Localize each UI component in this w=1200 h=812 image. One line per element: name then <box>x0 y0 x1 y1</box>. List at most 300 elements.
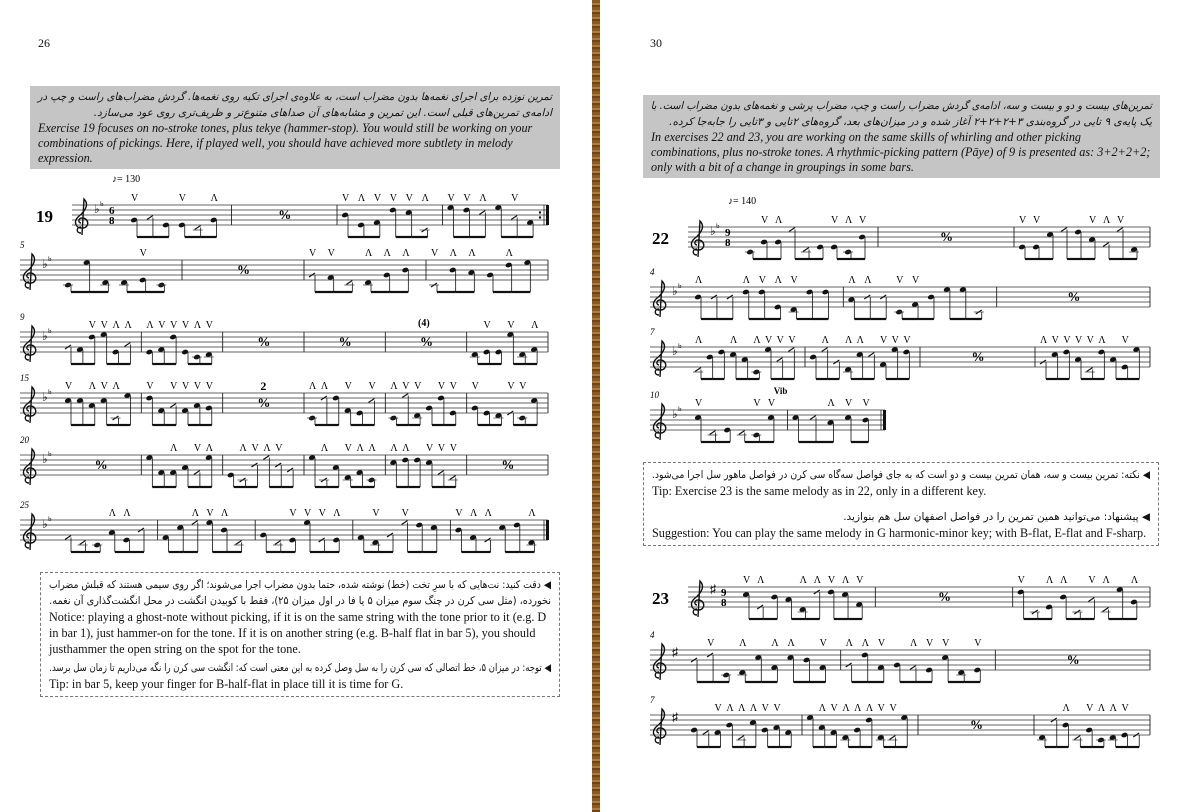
up-stroke-mark: V <box>1019 215 1027 226</box>
up-stroke-mark: V <box>753 398 761 409</box>
repeat-measure-icon: % <box>1067 289 1081 304</box>
tip-fa: ◀ توجه: در میزان ۵، خط اتصالی که سی کرن را به سل وصل کرده به این معنی است که: انگشت سی کرن را نگه می‌داریم تا زمان سل برسد. <box>49 662 551 674</box>
down-stroke-mark: Λ <box>191 508 200 519</box>
tempo-marking: ♪= 130 <box>112 174 141 185</box>
down-stroke-mark: Λ <box>468 248 476 259</box>
measure-number: 7 <box>650 695 655 705</box>
down-stroke-mark: Λ <box>124 320 132 331</box>
down-stroke-mark: Λ <box>695 275 703 286</box>
down-stroke-mark: Λ <box>1045 575 1054 586</box>
repeat-measure-icon: % <box>338 334 352 349</box>
up-stroke-mark: V <box>903 335 911 346</box>
up-stroke-mark: V <box>449 381 458 392</box>
ghost-note <box>1103 243 1109 247</box>
down-stroke-mark: Λ <box>909 638 918 649</box>
half-flat-key-icon: ᵇ <box>48 515 52 527</box>
down-stroke-mark: Λ <box>1098 335 1106 346</box>
up-stroke-mark: V <box>845 398 853 409</box>
up-stroke-mark: V <box>974 638 982 649</box>
down-stroke-mark: Λ <box>108 508 117 519</box>
ghost-note <box>170 404 176 408</box>
up-stroke-mark: V <box>830 703 838 714</box>
down-stroke-mark: Λ <box>749 703 758 714</box>
down-stroke-mark: Λ <box>239 443 247 454</box>
intro-fa: تمرین نوزده برای اجرای نغمه‌ها بدون مضراب است، به علاوه‌ی اجرای تکیه روی نغمه‌ها. گردش مضراب‌های راست و چپ در <box>37 91 552 103</box>
down-stroke-mark: Λ <box>320 381 329 392</box>
up-stroke-mark: V <box>182 320 190 331</box>
up-stroke-mark: V <box>695 398 703 409</box>
up-stroke-mark: V <box>449 443 458 454</box>
flat-key-icon: ♭ <box>672 284 678 298</box>
down-stroke-mark: Λ <box>774 275 782 286</box>
down-stroke-mark: Λ <box>365 248 373 259</box>
up-stroke-mark: V <box>519 381 527 392</box>
exercise-number: 22 <box>652 229 669 248</box>
up-stroke-mark: V <box>178 193 186 204</box>
half-flat-key-icon: ᵇ <box>678 405 682 417</box>
up-stroke-mark: V <box>447 193 455 204</box>
up-stroke-mark: V <box>511 193 519 204</box>
up-stroke-mark: V <box>437 381 446 392</box>
down-stroke-mark: Λ <box>390 381 398 392</box>
measure-number: 10 <box>650 390 659 400</box>
up-stroke-mark: V <box>344 381 352 392</box>
up-stroke-mark: V <box>205 381 214 392</box>
final-barline <box>546 205 549 225</box>
down-stroke-mark: Λ <box>309 381 317 392</box>
down-stroke-mark: Λ <box>449 248 457 259</box>
down-stroke-mark: Λ <box>193 320 202 331</box>
down-stroke-mark: Λ <box>854 703 862 714</box>
down-stroke-mark: Λ <box>742 275 751 286</box>
down-stroke-mark: Λ <box>1040 335 1048 346</box>
down-stroke-mark: Λ <box>333 508 341 519</box>
measure-number: 4 <box>650 630 655 640</box>
up-stroke-mark: V <box>206 508 214 519</box>
measure-number: 25 <box>20 500 29 510</box>
up-stroke-mark: V <box>827 575 836 586</box>
left-page <box>0 0 592 812</box>
repeat-measure-icon: % <box>1066 652 1080 667</box>
ghost-note <box>263 456 269 460</box>
treble-clef-icon <box>654 281 666 317</box>
time-sig-bottom: 8 <box>721 597 727 609</box>
repeat-measure-icon: % <box>420 334 433 349</box>
up-stroke-mark: V <box>1117 215 1125 226</box>
up-stroke-mark: V <box>926 638 934 649</box>
treble-clef-icon <box>692 221 704 257</box>
down-stroke-mark: Λ <box>112 320 120 331</box>
up-stroke-mark: V <box>507 320 515 331</box>
up-stroke-mark: V <box>483 320 491 331</box>
down-stroke-mark: Λ <box>818 703 827 714</box>
up-stroke-mark: V <box>251 443 259 454</box>
down-stroke-mark: Λ <box>775 215 783 226</box>
up-stroke-mark: V <box>767 398 776 409</box>
up-stroke-mark: V <box>405 193 413 204</box>
up-stroke-mark: V <box>158 320 166 331</box>
up-stroke-mark: V <box>193 443 202 454</box>
repeat-measure-icon: % <box>237 262 250 277</box>
up-stroke-mark: V <box>761 215 769 226</box>
right-page <box>600 0 1200 812</box>
vibrato-mark: Vib <box>773 386 788 396</box>
up-stroke-mark: V <box>889 703 897 714</box>
up-stroke-mark: V <box>765 335 773 346</box>
up-stroke-mark: V <box>182 381 190 392</box>
down-stroke-mark: Λ <box>531 320 539 331</box>
ghost-note <box>738 736 744 740</box>
down-stroke-mark: Λ <box>205 443 214 454</box>
measure-number: 20 <box>20 435 29 445</box>
up-stroke-mark: V <box>414 381 422 392</box>
up-stroke-mark: V <box>289 508 297 519</box>
down-stroke-mark: Λ <box>320 443 329 454</box>
up-stroke-mark: V <box>373 193 382 204</box>
ghost-note <box>147 216 153 220</box>
treble-clef-icon <box>654 404 666 440</box>
up-stroke-mark: V <box>1063 335 1071 346</box>
ghost-note <box>710 431 716 435</box>
ghost-note <box>192 521 198 525</box>
down-stroke-mark: Λ <box>368 443 376 454</box>
down-stroke-mark: Λ <box>845 638 853 649</box>
up-stroke-mark: V <box>1033 215 1041 226</box>
down-stroke-mark: Λ <box>402 248 410 259</box>
repeat-dot <box>539 216 541 218</box>
half-flat-key-icon: ᵇ <box>716 222 720 234</box>
ghost-note <box>80 541 86 545</box>
treble-clef-icon <box>24 514 36 550</box>
down-stroke-mark: Λ <box>479 193 487 204</box>
repeat-measure-icon: % <box>971 349 985 364</box>
flat-key-icon: ♭ <box>710 224 716 238</box>
ghost-note <box>438 471 444 475</box>
ghost-note <box>1087 368 1093 372</box>
up-stroke-mark: V <box>859 215 867 226</box>
final-barline <box>883 410 886 430</box>
down-stroke-mark: Λ <box>383 248 391 259</box>
down-stroke-mark: Λ <box>1103 215 1111 226</box>
up-stroke-mark: V <box>707 638 715 649</box>
up-stroke-mark: V <box>344 443 352 454</box>
down-stroke-mark: Λ <box>221 508 229 519</box>
flat-key-icon: ♭ <box>42 517 48 531</box>
intro-fa: تمرین‌های بیست و دو و بیست و سه، ادامه‌ی گردش مضراب راست و چپ، مضراب پرشی و نغمه‌های بدون مضراب است. با <box>650 100 1152 112</box>
ghost-note <box>889 736 895 740</box>
treble-clef-icon <box>692 581 704 617</box>
down-stroke-mark: Λ <box>842 575 850 586</box>
treble-clef-icon <box>654 709 666 745</box>
down-stroke-mark: Λ <box>730 335 738 346</box>
half-flat-key-icon: ᵇ <box>48 388 52 400</box>
down-stroke-mark: Λ <box>842 703 850 714</box>
up-stroke-mark: V <box>880 335 888 346</box>
up-stroke-mark: V <box>1089 215 1097 226</box>
up-stroke-mark: V <box>776 335 784 346</box>
up-stroke-mark: V <box>714 703 722 714</box>
down-stroke-mark: Λ <box>739 638 747 649</box>
up-stroke-mark: V <box>912 275 920 286</box>
down-stroke-mark: Λ <box>356 443 364 454</box>
ghost-note <box>777 358 783 362</box>
up-stroke-mark: V <box>856 575 864 586</box>
down-stroke-mark: Λ <box>757 575 765 586</box>
treble-clef-icon <box>654 644 666 680</box>
ghost-note <box>124 343 130 347</box>
up-stroke-mark: V <box>146 381 154 392</box>
ghost-note <box>788 348 794 352</box>
up-stroke-mark: V <box>431 248 439 259</box>
flat-key-icon: ♭ <box>42 329 48 343</box>
down-stroke-mark: Λ <box>856 335 864 346</box>
measure-number: 4 <box>650 267 655 277</box>
down-stroke-mark: Λ <box>1097 703 1106 714</box>
up-stroke-mark: V <box>896 275 904 286</box>
half-flat-key-icon: ᵇ <box>48 327 52 339</box>
half-flat-key-icon: ᵇ <box>48 450 52 462</box>
up-stroke-mark: V <box>131 193 139 204</box>
ghost-note <box>368 399 374 403</box>
up-stroke-mark: V <box>743 575 751 586</box>
down-stroke-mark: Λ <box>865 703 874 714</box>
up-stroke-mark: V <box>1086 335 1094 346</box>
up-stroke-mark: V <box>100 381 108 392</box>
up-stroke-mark: V <box>437 443 446 454</box>
measure-number: 7 <box>650 327 655 337</box>
up-stroke-mark: V <box>862 398 870 409</box>
flat-key-icon: ♭ <box>42 257 48 271</box>
up-stroke-mark: V <box>758 275 766 286</box>
treble-clef-icon <box>24 387 36 423</box>
up-stroke-mark: V <box>368 381 376 392</box>
repeat-count: (4) <box>418 318 430 329</box>
down-stroke-mark: Λ <box>146 320 154 331</box>
down-stroke-mark: Λ <box>1130 575 1139 586</box>
final-barline <box>546 520 549 540</box>
ghost-note <box>402 394 408 398</box>
sharp-key-icon: ♯ <box>672 645 678 659</box>
up-stroke-mark: V <box>193 381 202 392</box>
ghost-note <box>810 416 816 420</box>
treble-clef-icon <box>24 326 36 362</box>
up-stroke-mark: V <box>1017 575 1025 586</box>
ghost-note <box>194 471 200 475</box>
tip-fa: ◀ نکته: تمرین بیست و سه، همان تمرین بیست و دو است که به جای فواصل سه‌گاه سی کرن در فواصل ماهور سل اجرا می‌شود. <box>651 469 1150 481</box>
flat-key-icon: ♭ <box>42 452 48 466</box>
down-stroke-mark: Λ <box>753 335 761 346</box>
up-stroke-mark: V <box>790 275 798 286</box>
down-stroke-mark: Λ <box>170 443 178 454</box>
up-stroke-mark: V <box>1121 703 1129 714</box>
intro-en: Exercise 19 focuses on no-stroke tones, plus tekye (hammer-stop). You would still be working on your combinations of pickings. Here, if played well, you should have achieved more subtlety in melody expression. <box>38 121 533 165</box>
repeat-measure-icon: % <box>94 457 108 472</box>
ghost-note <box>346 281 352 285</box>
time-sig-top: 9 <box>725 227 731 239</box>
time-sig-bottom: 8 <box>725 237 731 249</box>
up-stroke-mark: V <box>170 320 178 331</box>
up-stroke-mark: V <box>455 508 463 519</box>
down-stroke-mark: Λ <box>123 508 131 519</box>
intro-fa: یک پایه‌ی ۹ تایی در گروه‌بندی ۳+۲+۲+۲ آغاز شده و در میزان‌های بعد، گروه‌های ۲تایی و ۳تایی را جابه‌جا کرده. <box>669 116 1152 128</box>
ghost-note <box>1117 228 1123 232</box>
down-stroke-mark: Λ <box>263 443 271 454</box>
treble-clef-icon <box>654 341 666 377</box>
repeat-measure-icon: % <box>257 395 271 410</box>
up-stroke-mark: V <box>1088 575 1096 586</box>
measure-number: 9 <box>20 312 25 322</box>
notice-fa: نخورده، (مثل سی کرن در چنگ سوم میزان ۵ یا فا در اول میزان ۲۵)، فقط با کوبیدن انگشت در محل انگشت‌گذاری آن نغمه. <box>49 595 551 607</box>
down-stroke-mark: Λ <box>390 443 398 454</box>
up-stroke-mark: V <box>275 443 283 454</box>
down-stroke-mark: Λ <box>813 575 822 586</box>
up-stroke-mark: V <box>1086 703 1094 714</box>
up-stroke-mark: V <box>372 508 380 519</box>
repeat-measure-icon: % <box>938 589 951 604</box>
repeat-count: 2 <box>260 379 267 393</box>
half-flat-key-icon: ᵇ <box>678 282 682 294</box>
ghost-note <box>1088 598 1094 602</box>
treble-clef-icon <box>24 254 36 290</box>
ghost-note <box>803 248 809 252</box>
up-stroke-mark: V <box>819 638 827 649</box>
up-stroke-mark: V <box>65 381 73 392</box>
repeat-measure-icon: % <box>501 457 515 472</box>
down-stroke-mark: Λ <box>1062 703 1070 714</box>
down-stroke-mark: Λ <box>112 381 120 392</box>
up-stroke-mark: V <box>761 703 769 714</box>
flat-key-icon: ♭ <box>672 344 678 358</box>
up-stroke-mark: V <box>205 320 214 331</box>
repeat-measure-icon: % <box>940 229 953 244</box>
half-flat-key-icon: ᵇ <box>678 342 682 354</box>
down-stroke-mark: Λ <box>470 508 478 519</box>
repeat-dot <box>539 211 541 213</box>
down-stroke-mark: Λ <box>88 381 97 392</box>
down-stroke-mark: Λ <box>1060 575 1068 586</box>
up-stroke-mark: V <box>426 443 434 454</box>
down-stroke-mark: Λ <box>210 193 218 204</box>
up-stroke-mark: V <box>463 193 471 204</box>
up-stroke-mark: V <box>891 335 899 346</box>
down-stroke-mark: Λ <box>402 443 410 454</box>
up-stroke-mark: V <box>139 248 147 259</box>
repeat-measure-icon: % <box>278 207 292 222</box>
up-stroke-mark: V <box>471 381 479 392</box>
up-stroke-mark: V <box>773 703 781 714</box>
measure-number: 15 <box>20 373 29 383</box>
down-stroke-mark: Λ <box>799 575 807 586</box>
up-stroke-mark: V <box>309 248 317 259</box>
half-flat-key-icon: ᵇ <box>100 200 104 212</box>
up-stroke-mark: V <box>942 638 950 649</box>
up-stroke-mark: V <box>318 508 326 519</box>
repeat-measure-icon: % <box>257 334 271 349</box>
score-exercises-22-23 <box>600 0 1200 812</box>
ghost-note <box>1103 608 1109 612</box>
down-stroke-mark: Λ <box>726 703 734 714</box>
intro-fa: ادامه‌ی تمرین‌های قبلی است. این تمرین و مشابه‌های آن صداهای متنوع‌تر و ظریف‌تری روی عود می‌سازد. <box>93 107 552 119</box>
down-stroke-mark: Λ <box>484 508 492 519</box>
up-stroke-mark: V <box>389 193 397 204</box>
flat-key-icon: ♭ <box>672 407 678 421</box>
ghost-note <box>1061 228 1067 232</box>
down-stroke-mark: Λ <box>421 193 429 204</box>
ghost-note <box>402 521 408 525</box>
exercise-number: 19 <box>36 207 53 226</box>
measure-number: 5 <box>20 240 25 250</box>
down-stroke-mark: Λ <box>787 638 795 649</box>
time-sig-top: 9 <box>721 587 727 599</box>
up-stroke-mark: V <box>170 381 178 392</box>
down-stroke-mark: Λ <box>845 335 853 346</box>
ghost-note <box>789 228 795 232</box>
down-stroke-mark: Λ <box>357 193 366 204</box>
ghost-note <box>195 226 201 230</box>
up-stroke-mark: V <box>402 381 410 392</box>
notice-en: Notice: playing a ghost-note without picking, if it is on the same string with the tone prior to it (e.g. D in bar 1), just hammer-on for the tone. If it is on another string (e.g. B-half flat in bar 5), you should justhammer the open string on the spot for the tone. <box>49 610 547 656</box>
up-stroke-mark: V <box>788 335 796 346</box>
up-stroke-mark: V <box>304 508 312 519</box>
tip-en: Tip: in bar 5, keep your finger for B-half-flat in place till it is time for G. <box>49 677 404 691</box>
sharp-key-icon: ♯ <box>672 710 678 724</box>
down-stroke-mark: Λ <box>861 638 870 649</box>
time-sig-bottom: 8 <box>109 215 115 227</box>
ghost-note <box>910 666 916 670</box>
down-stroke-mark: Λ <box>695 335 703 346</box>
tip-en: Tip: Exercise 23 is the same melody as in 22, only in a different key. <box>652 484 987 498</box>
ghost-note <box>479 211 485 215</box>
down-stroke-mark: Λ <box>1102 575 1110 586</box>
up-stroke-mark: V <box>507 381 515 392</box>
down-stroke-mark: Λ <box>1109 703 1117 714</box>
ghost-note <box>275 541 281 545</box>
suggestion-en: Suggestion: You can play the same melody in G harmonic-minor key; with B-flat, E-flat and F-sharp. <box>652 526 1147 540</box>
page-number: 26 <box>38 36 50 50</box>
up-stroke-mark: V <box>1075 335 1083 346</box>
down-stroke-mark: Λ <box>845 215 853 226</box>
repeat-measure-icon: % <box>970 717 983 732</box>
up-stroke-mark: V <box>401 508 409 519</box>
up-stroke-mark: V <box>1121 335 1129 346</box>
notice-fa: ◀ دقت کنید: نت‌هایی که با سرِ تخت (خط) نوشته شده، حتما بدون مضراب اجرا می‌شوند؛ اگر روی سیمی هستند که قبلش مضراب <box>48 579 551 591</box>
down-stroke-mark: Λ <box>771 638 779 649</box>
ghost-note <box>822 348 828 352</box>
up-stroke-mark: V <box>88 320 97 331</box>
treble-clef-icon <box>24 449 36 485</box>
exercise-number: 23 <box>652 589 669 608</box>
ghost-note <box>739 431 745 435</box>
up-stroke-mark: V <box>877 638 886 649</box>
up-stroke-mark: V <box>327 248 335 259</box>
half-flat-key-icon: ᵇ <box>48 255 52 267</box>
ghost-note <box>65 536 71 540</box>
down-stroke-mark: Λ <box>528 508 536 519</box>
up-stroke-mark: V <box>831 215 839 226</box>
sharp-key-icon: ♯ <box>710 582 716 596</box>
ghost-note <box>695 368 701 372</box>
down-stroke-mark: Λ <box>821 335 829 346</box>
ghost-note <box>236 541 242 545</box>
down-stroke-mark: Λ <box>738 703 746 714</box>
down-stroke-mark: Λ <box>848 275 856 286</box>
up-stroke-mark: V <box>342 193 350 204</box>
suggestion-fa: ◀ پیشنهاد: می‌توانید همین تمرین را در فواصل اصفهان سل هم بنوازید. <box>843 511 1150 523</box>
up-stroke-mark: V <box>1051 335 1059 346</box>
book-spine <box>592 0 600 812</box>
page-number: 30 <box>650 36 662 50</box>
ghost-note <box>703 731 709 735</box>
